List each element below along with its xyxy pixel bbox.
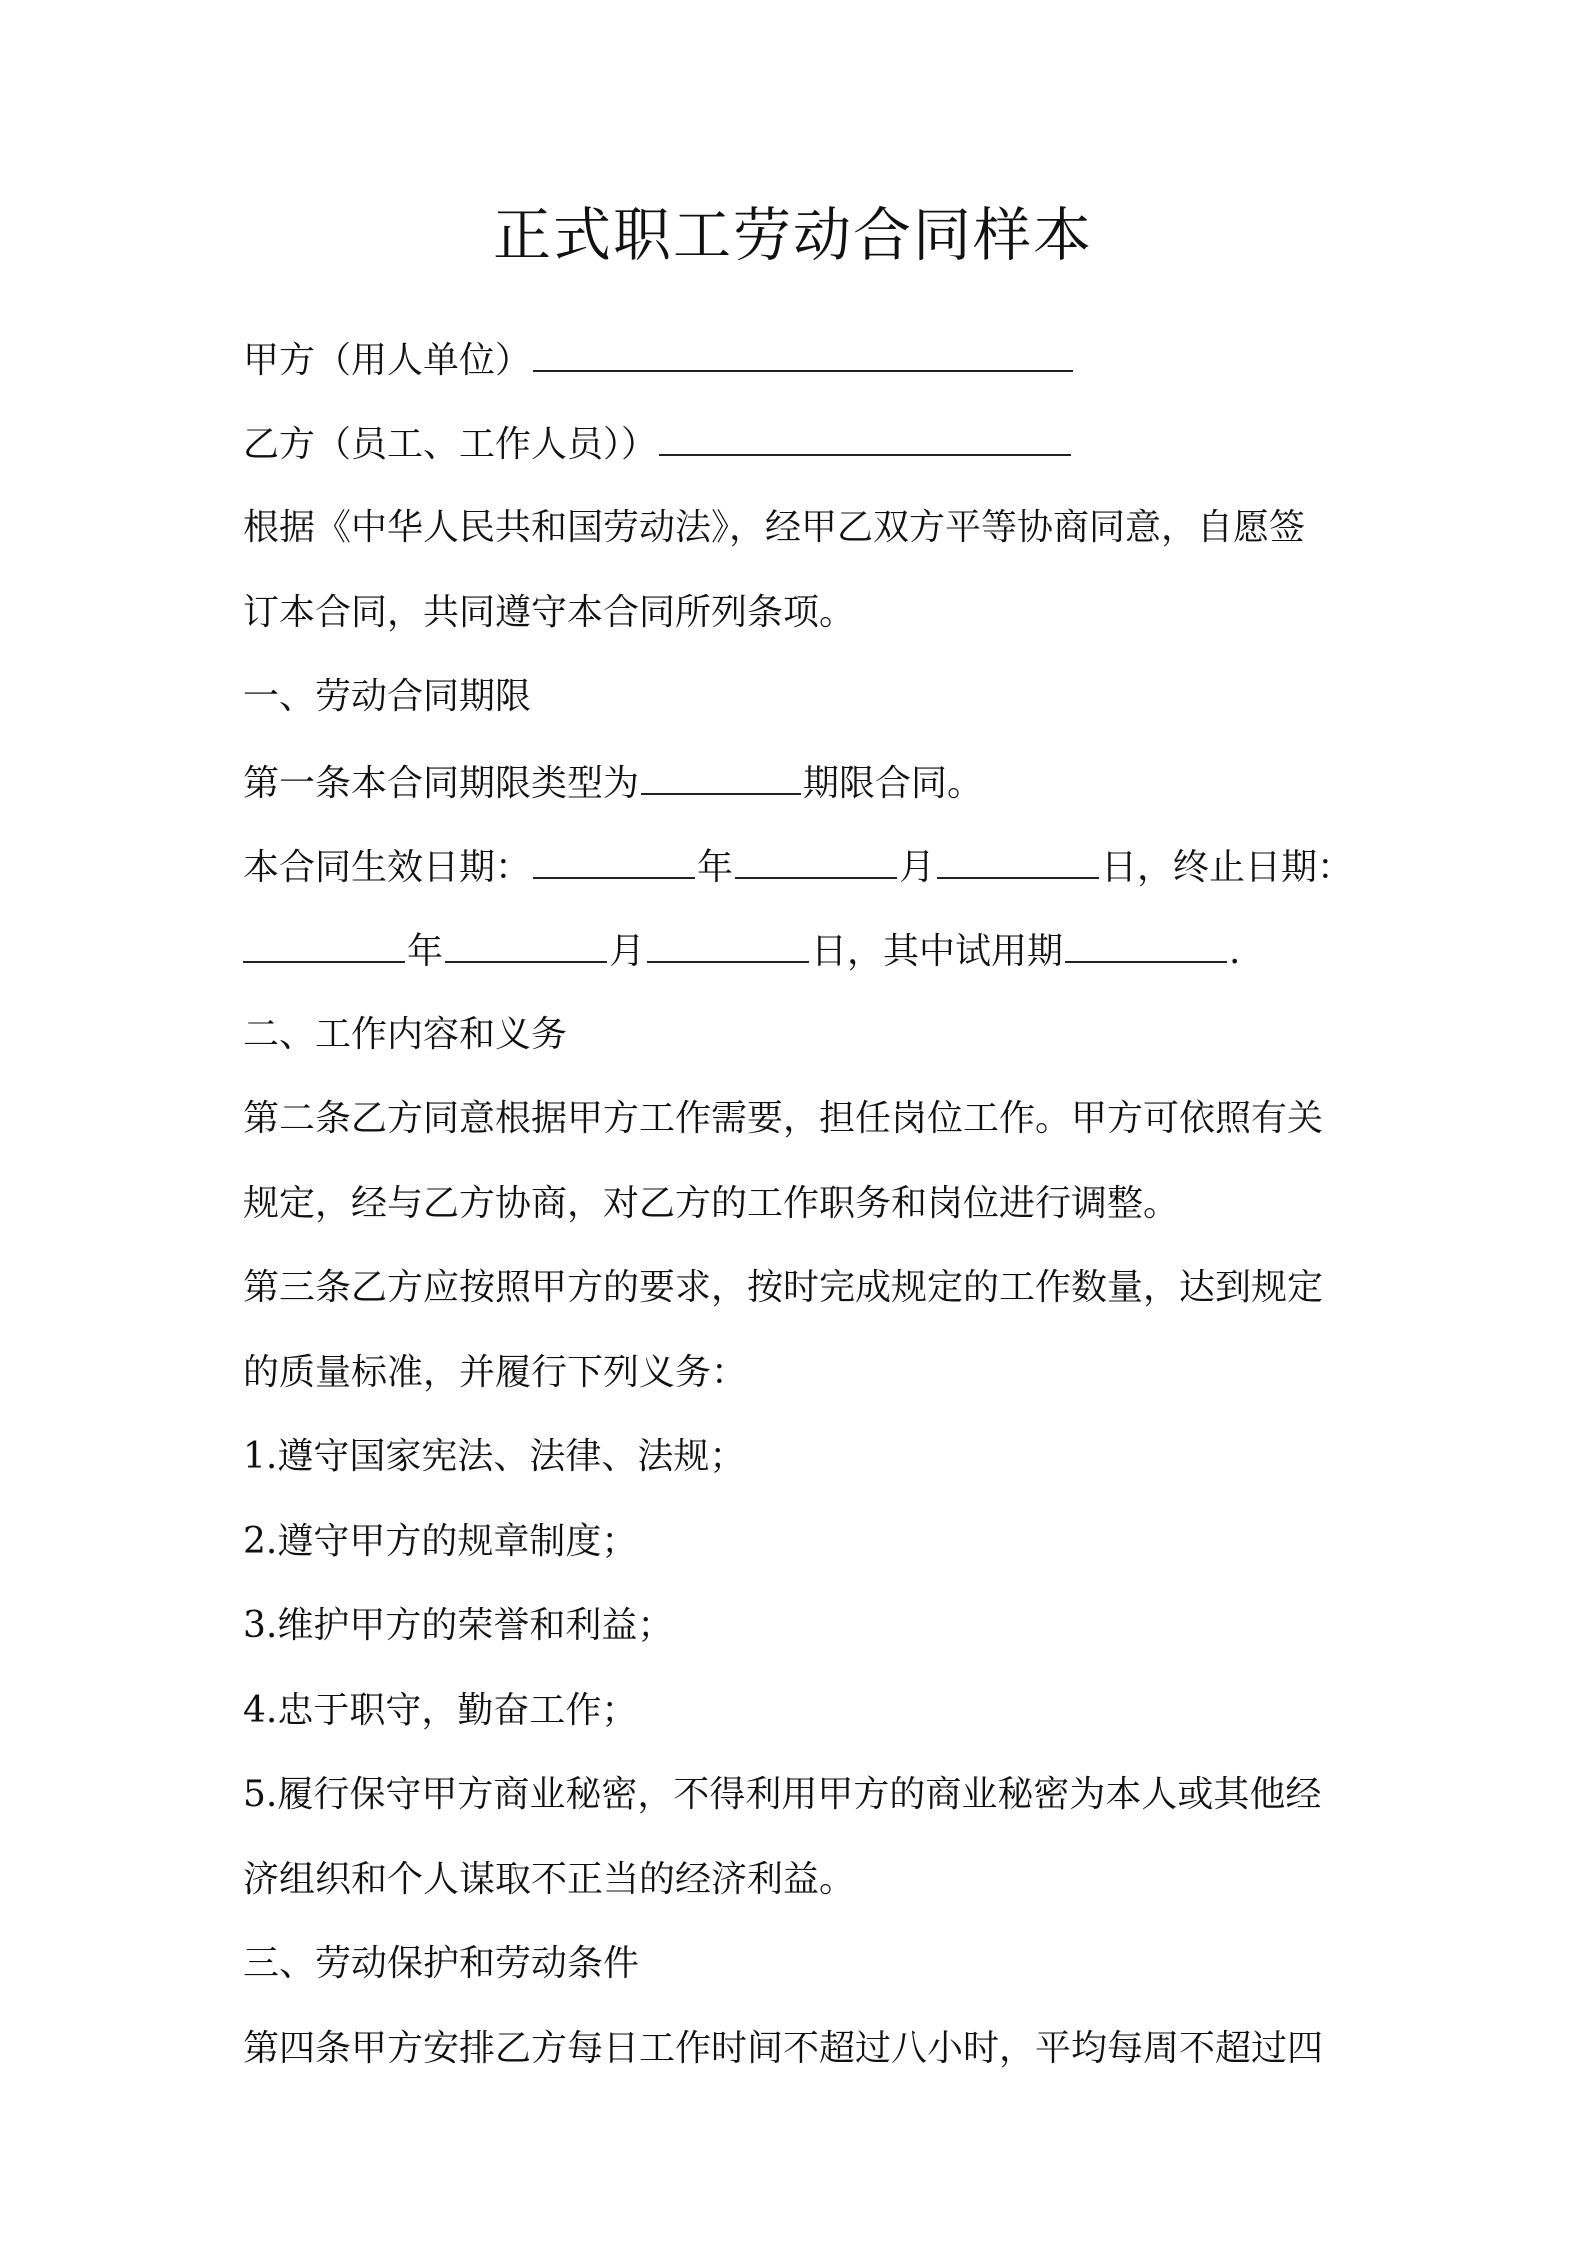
effective-date-line (243, 841, 1363, 893)
period-end: . (1229, 931, 1241, 972)
probation-blank[interactable] (1065, 925, 1227, 963)
party-a-line (243, 334, 1363, 386)
start-year-blank[interactable] (533, 841, 695, 879)
month-label: 月 (609, 931, 646, 972)
intro-line-2: 订本合同，共同遵守本合同所列条项。 (243, 592, 856, 633)
article-1-suffix: 期限合同。 (803, 763, 984, 804)
article-2-line-1: 第二条乙方同意根据甲方工作需要，担任岗位工作。甲方可依照有关 (243, 1098, 1324, 1139)
document-title: 正式职工劳动合同样本 (492, 201, 1093, 269)
year-label: 年 (407, 931, 444, 972)
section-1-heading: 一、劳动合同期限 (243, 676, 532, 717)
article-4-line-1: 第四条甲方安排乙方每日工作时间不超过八小时，平均每周不超过四 (243, 2028, 1324, 2069)
year-label: 年 (697, 847, 734, 888)
section-3-heading: 三、劳动保护和劳动条件 (243, 1943, 640, 1984)
article-3-line-2: 的质量标准，并履行下列义务： (243, 1352, 748, 1393)
party-a-label: 甲方（用人单位） (243, 340, 532, 381)
end-date-line (243, 925, 1363, 977)
start-month-blank[interactable] (735, 841, 897, 879)
duty-item-5-line-1: 5.履行保守甲方商业秘密，不得利用甲方的商业秘密为本人或其他经 (243, 1774, 1322, 1815)
contract-type-blank[interactable] (641, 757, 801, 795)
month-label: 月 (899, 847, 936, 888)
probation-label: 日，其中试用期 (811, 931, 1064, 972)
section-2-heading: 二、工作内容和义务 (243, 1014, 568, 1055)
duty-item-2: 2.遵守甲方的规章制度； (243, 1521, 638, 1562)
article-2-line-2: 规定，经与乙方协商，对乙方的工作职务和岗位进行调整。 (243, 1183, 1180, 1224)
duty-item-3: 3.维护甲方的荣誉和利益； (243, 1605, 674, 1646)
end-year-blank[interactable] (243, 925, 405, 963)
article-3-line-1: 第三条乙方应按照甲方的要求，按时完成规定的工作数量，达到规定 (243, 1267, 1324, 1308)
article-1-line (243, 757, 1363, 809)
duty-item-1: 1.遵守国家宪法、法律、法规； (243, 1436, 746, 1477)
end-day-blank[interactable] (647, 925, 809, 963)
party-a-blank[interactable] (533, 334, 1073, 372)
party-b-label: 乙方（员工、工作人员）） (243, 424, 658, 465)
end-date-label: 日，终止日期： (1101, 847, 1354, 888)
effective-label: 本合同生效日期： (243, 847, 532, 888)
start-day-blank[interactable] (937, 841, 1099, 879)
intro-line-1: 根据《中华人民共和国劳动法》，经甲乙双方平等协商同意，自愿签 (243, 507, 1306, 548)
party-b-blank[interactable] (659, 418, 1071, 456)
duty-item-5-line-2: 济组织和个人谋取不正当的经济利益。 (243, 1859, 856, 1900)
article-1-prefix: 第一条本合同期限类型为 (243, 763, 640, 804)
party-b-line (243, 418, 1363, 470)
duty-item-4: 4.忠于职守，勤奋工作； (243, 1690, 638, 1731)
end-month-blank[interactable] (445, 925, 607, 963)
